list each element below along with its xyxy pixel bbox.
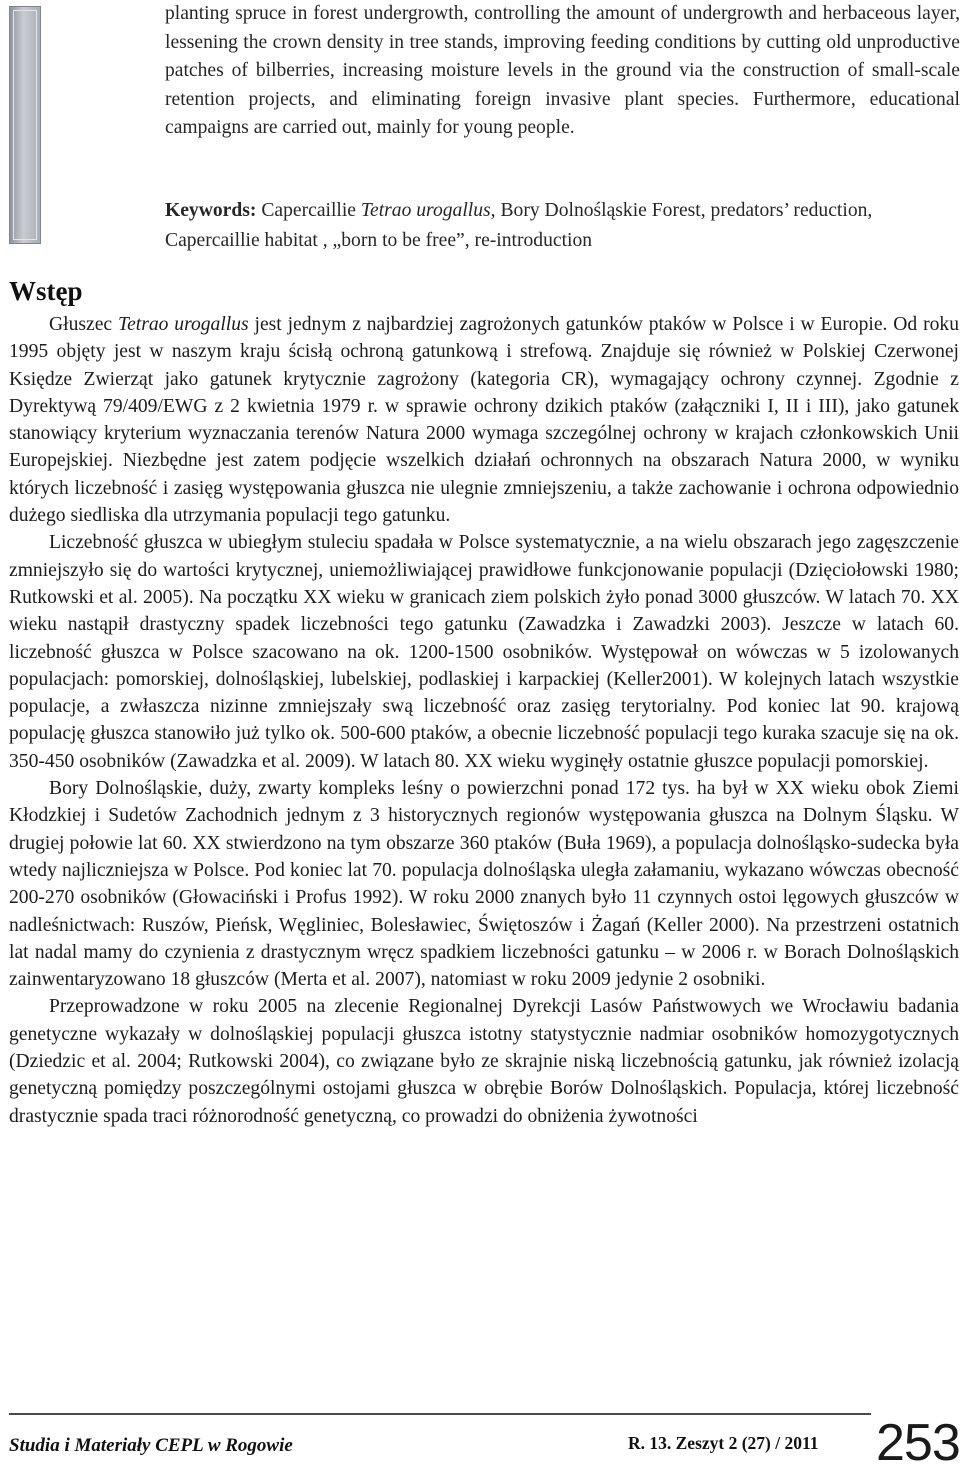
decorative-side-bar-inner: [13, 10, 37, 240]
paragraph-1-start: Głuszec: [49, 314, 113, 335]
footer-divider: [9, 1413, 871, 1415]
keywords-species-name: Tetrao urogallus: [360, 200, 491, 221]
section-title: Wstęp: [9, 276, 83, 306]
abstract-continuation: [165, 0, 960, 143]
paragraph-1-species: Tetrao urogallus: [117, 314, 249, 335]
keywords-label: Keywords:: [165, 200, 257, 221]
paragraph-3: Bory Dolnośląskie, duży, zwarty kompleks leśny o powierzchni ponad 172 tys. ha był w XX wieku obok Ziemi Kłodzkiej i Sudetów Zachodnich jednym z 3 historycznych regionów występowania głuszca na Dolnym Śląsku. W drugiej połowie lat 60. XX stwierdzono na tym obszarze 360 ptaków (Buła 1969), a populacja dolnośląsko-sudecka była wtedy najliczniejsza w Polsce. Pod koniec lat 70. populacja dolnośląska uległa załamaniu, wykazano wówczas obecność 200-270 osobników (Głowaciński i Profus 1992). W roku 2000 znanych było 11 czynnych ostoi lęgowych głuszców w nadleśnictwach: Ruszów, Pieńsk, Węgliniec, Bolesławiec, Świętoszów i Żagań (Keller 2000). Na przestrzeni ostatnich lat nadal mamy do czynienia z drastycznym wręcz spadkiem liczebności gatunku – w 2006 r. w Borach Dolnośląskich zainwentaryzowano 18 głuszców (Merta et al. 2007), natomiast w roku 2009 jedynie 2 osobniki.: [9, 778, 959, 991]
body-text: [9, 311, 959, 1130]
keywords-block: [165, 196, 960, 256]
decorative-side-bar: [9, 6, 41, 244]
paragraph-4: Przeprowadzone w roku 2005 na zlecenie Regionalnej Dyrekcji Lasów Państwowych we Wrocławiu badania genetyczne wykazały w dolnośląskiej populacji głuszca istotny statystycznie nadmiar osobników homozygotycznych (Dziedzic et al. 2004; Rutkowski 2004), co związane było ze skrajnie niską liczebnością gatunku, jak również izolacją genetyczną pomiędzy poszczególnymi ostojami głuszca w obrębie Borów Dolnośląskich. Populacja, której liczebność drastycznie spada traci różnorodność genetyczną, co prowadzi do obniżenia żywotności: [9, 996, 959, 1127]
paragraph-1-rest: jest jednym z najbardziej zagrożonych gatunków ptaków w Polsce i w Europie. Od roku 1995 objęty jest w naszym kraju ścisłą ochroną gatunkową i strefową. Znajduje się również w Polskiej Czerwonej Księdze Zwierząt jako gatunek krytycznie zagrożony (kategoria CR), wymagający ochrony czynnej. Zgodnie z Dyrektywą 79/409/EWG z 2 kwietnia 1979 r. w sprawie ochrony dzikich ptaków (załączniki I, II i III), jako gatunek stanowiący kryterium wyznaczania terenów Natura 2000 wymaga szczególnej ochrony w krajach członkowskich Unii Europejskiej. Niezbędne jest zatem podjęcie wszelkich działań ochronnych na obszarach Natura 2000, w wyniku których liczebność i zasięg występowania głuszca nie ulegnie zmniejszeniu, a także zachowanie i ochrona odpowiednio dużego siedliska dla utrzymania populacji tego gatunku.: [9, 314, 959, 527]
journal-name: Studia i Materiały CEPL w Rogowie: [9, 1435, 293, 1456]
paragraph-2: Liczebność głuszca w ubiegłym stuleciu spadała w Polsce systematycznie, a na wielu obszarach jego zagęszczenie zmniejszyło się do wartości krytycznej, uniemożliwiającej prawidłowe funkcjonowanie populacji (Dzięciołowski 1980; Rutkowski et al. 2005). Na początku XX wieku w granicach ziem polskich żyło ponad 3000 głuszców. W latach 70. XX wieku nastąpił drastyczny spadek liczebności tego gatunku (Zawadzka i Zawadzki 2003). Jeszcze w latach 60. liczebność głuszca w Polsce szacowano na ok. 1200-1500 osobników. Występował on wówczas w 5 izolowanych populacjach: pomorskiej, dolnośląskiej, lubelskiej, podlaskiej i karpackiej (Keller2001). W kolejnych latach wszystkie populacje, a zwłaszcza nizinne zmniejszały swą liczebność oraz zasięg terytorialny. Pod koniec lat 90. krajową populację głuszca stanowiło już tylko ok. 500-600 ptaków, a obecnie liczebność populacji tego kuraka szacuje się na ok. 350-450 osobników (Zawadzka et al. 2009). W latach 80. XX wieku wyginęły ostatnie głuszce populacji pomorskiej.: [9, 532, 959, 772]
issue-info: R. 13. Zeszyt 2 (27) / 2011: [628, 1433, 819, 1453]
keywords-text-start: Capercaillie: [261, 200, 356, 221]
page-number: 253: [876, 1414, 960, 1472]
paragraph-1: [9, 311, 959, 529]
abstract-text: planting spruce in forest undergrowth, controlling the amount of undergrowth and herbaceous layer, lessening the crown density in tree stands, improving feeding conditions by cutting old unproductive patches of bilberries, increasing moisture levels in the ground via the construction of small-scale retention projects, and eliminating foreign invasive plant species. Furthermore, educational campaigns are carried out, mainly for young people.: [165, 3, 960, 139]
keywords-text-rest: , Bory Dolnośląskie Forest, predators’ reduction, Capercaillie habitat , „born to be free”, re-introduction: [165, 200, 873, 251]
